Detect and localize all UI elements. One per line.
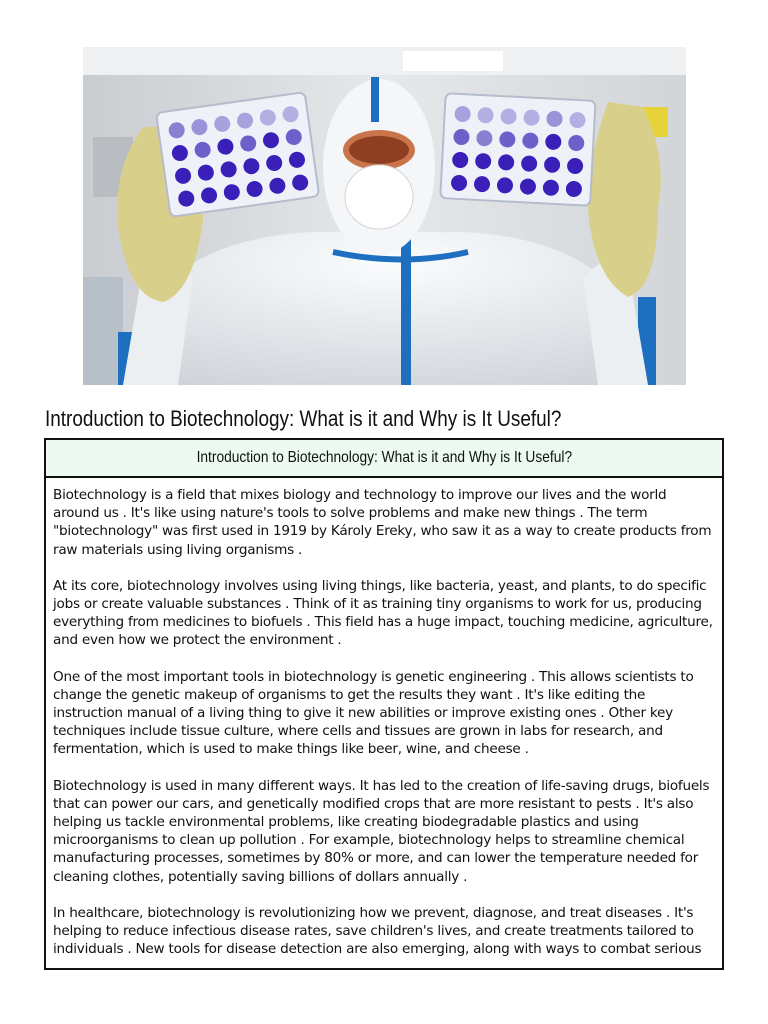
- scientist-photo-illustration: [83, 47, 686, 385]
- left-well-plate: [156, 92, 319, 217]
- article-box-header: [46, 440, 722, 478]
- ceiling: [83, 47, 686, 75]
- paragraph: One of the most important tools in biotechnology is genetic engineering . This allows scientists to change the genetic makeup of organisms to get the results they want . It's like editing the instruction manual of a living thing to give it new abilities or improve existing ones . Other key techniques include tissue culture, where cells and tissues are grown in labs for research, and fermentation, which is used to make things like beer, wine, and cheese .: [53, 668, 694, 758]
- paragraph: At its core, biotechnology involves using living things, like bacteria, yeast, and plants, to do specific jobs or create valuable substances . Think of it as training tiny organisms to work for us, producing everything from medicines to biofuels . This field has a huge impact, touching medicine, agriculture, and even how we protect the environment .: [53, 577, 713, 649]
- goggle-lens: [349, 136, 409, 164]
- article-box: [44, 438, 724, 970]
- paragraph: Biotechnology is used in many different ways. It has led to the creation of life-saving drugs, biofuels that can power our cars, and genetically modified crops that are more resistant to pests . It's also helping us tackle environmental problems, like creating biodegradable plastics and using microorganisms to clean up pollution . For example, biotechnology helps to streamline chemical manufacturing processes, sometimes by 80% or more, and can lower the temperature needed for cleaning clothes, potentially saving billions of dollars annually .: [53, 777, 710, 885]
- suit-zipper-tape: [401, 232, 411, 385]
- article-box-heading: Introduction to Biotechnology: What is it and Why is It Useful?: [196, 449, 572, 466]
- page-title: Introduction to Biotechnology: What is it and Why is It Useful?: [45, 406, 562, 431]
- hero-image: [83, 47, 686, 385]
- paragraph: Biotechnology is a field that mixes biology and technology to improve our lives and the world around us . It's like using nature's tools to solve problems and make new things . The term "biotechnology" was first used in 1919 by Károly Ereky, who saw it as a way to create products from raw materials using living organisms .: [53, 487, 712, 558]
- hood-tape: [371, 77, 379, 122]
- ceiling-light: [403, 51, 503, 71]
- lab-cabinet: [83, 277, 123, 385]
- right-well-plate: [440, 93, 595, 206]
- face-mask: [345, 165, 413, 229]
- article-body: [46, 478, 722, 958]
- paragraph: In healthcare, biotechnology is revolutionizing how we prevent, diagnose, and treat diseases . It's helping to reduce infectious disease rates, save children's lives, and create treatments tailored to individuals . New tools for disease detection are also emerging, along with ways to combat serious: [53, 904, 702, 958]
